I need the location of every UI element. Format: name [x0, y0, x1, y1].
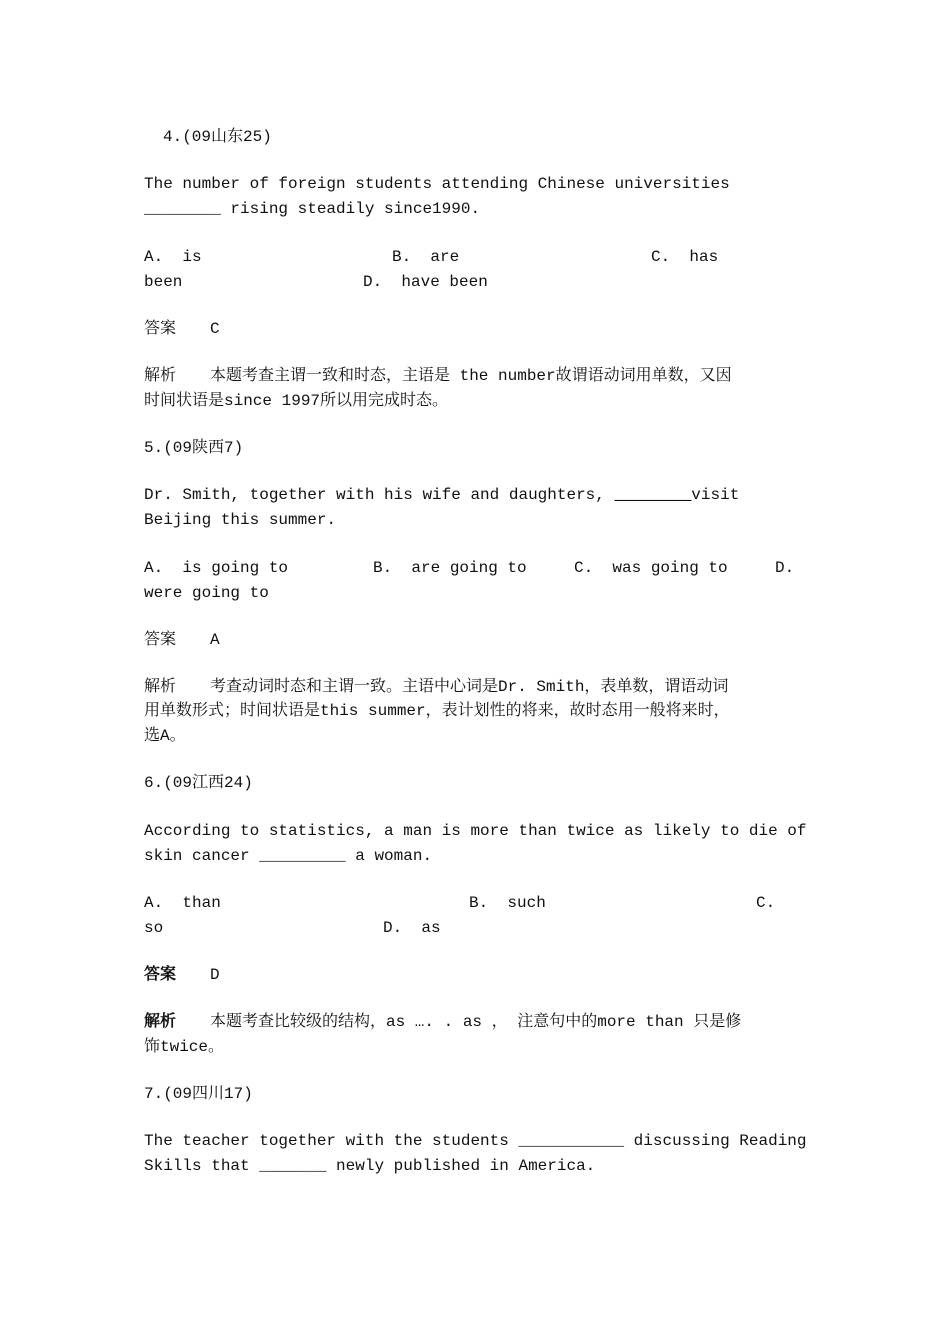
- answer-label: 答案: [144, 320, 177, 338]
- analysis-text: 选A。: [144, 727, 186, 745]
- answer-value: D: [210, 966, 220, 984]
- analysis-text: 本题考查主谓一致和时态，主语是 the number故谓语动词用单数，又因: [210, 367, 732, 385]
- analysis-text: 本题考查比较级的结构，as …. . as ， 注意句中的more than 只是修: [210, 1013, 742, 1031]
- option-c: C. was going to: [574, 559, 728, 577]
- question-4-header: 4.(09山东25): [163, 128, 272, 146]
- option-a: A. than: [144, 894, 221, 912]
- blank: ________: [614, 486, 692, 504]
- option-d-cont: were going to: [144, 584, 269, 602]
- analysis-text: 时间状语是since 1997所以用完成时态。: [144, 392, 449, 410]
- option-c: C. has: [651, 248, 719, 266]
- question-4-stem: ________ rising steadily since1990.: [144, 200, 481, 218]
- question-6-stem: skin cancer _________ a woman.: [144, 847, 433, 865]
- question-7-stem: Skills that _______ newly published in America.: [144, 1157, 596, 1175]
- analysis-label: 解析: [144, 678, 177, 696]
- analysis-label: 解析: [144, 367, 177, 385]
- option-d: D.: [775, 559, 795, 577]
- answer-value: C: [210, 320, 220, 338]
- stem-text: visit: [691, 486, 740, 504]
- question-7-stem: The teacher together with the students ___________ discussing Reading: [144, 1132, 807, 1150]
- option-d: D. have been: [363, 273, 488, 291]
- question-6-header: 6.(09江西24): [144, 774, 253, 792]
- option-d: D. as: [383, 919, 441, 937]
- option-a: A. is going to: [144, 559, 289, 577]
- question-7-header: 7.(09四川17): [144, 1085, 253, 1103]
- option-b: B. are: [392, 248, 460, 266]
- option-c: C.: [756, 894, 776, 912]
- analysis-text: 饰twice。: [144, 1038, 225, 1056]
- question-6-stem: According to statistics, a man is more than twice as likely to die of: [144, 822, 807, 840]
- answer-label: 答案: [144, 631, 177, 649]
- option-c-cont: been: [144, 273, 183, 291]
- analysis-text: 用单数形式；时间状语是this summer，表计划性的将来，故时态用一般将来时，: [144, 702, 730, 720]
- option-c-cont: so: [144, 919, 164, 937]
- option-b: B. are going to: [373, 559, 527, 577]
- question-4-stem: The number of foreign students attending Chinese universities: [144, 175, 730, 193]
- stem-text: Dr. Smith, together with his wife and daughters,: [144, 486, 615, 504]
- answer-label: 答案: [144, 966, 177, 984]
- option-a: A. is: [144, 248, 202, 266]
- answer-value: A: [210, 631, 220, 649]
- analysis-text: 考查动词时态和主谓一致。主语中心词是Dr. Smith，表单数，谓语动词: [210, 678, 729, 696]
- option-b: B. such: [469, 894, 546, 912]
- question-5-stem: [144, 485, 739, 505]
- question-5-stem: Beijing this summer.: [144, 511, 337, 529]
- analysis-label: 解析: [144, 1013, 177, 1031]
- question-5-header: 5.(09陕西7): [144, 439, 244, 457]
